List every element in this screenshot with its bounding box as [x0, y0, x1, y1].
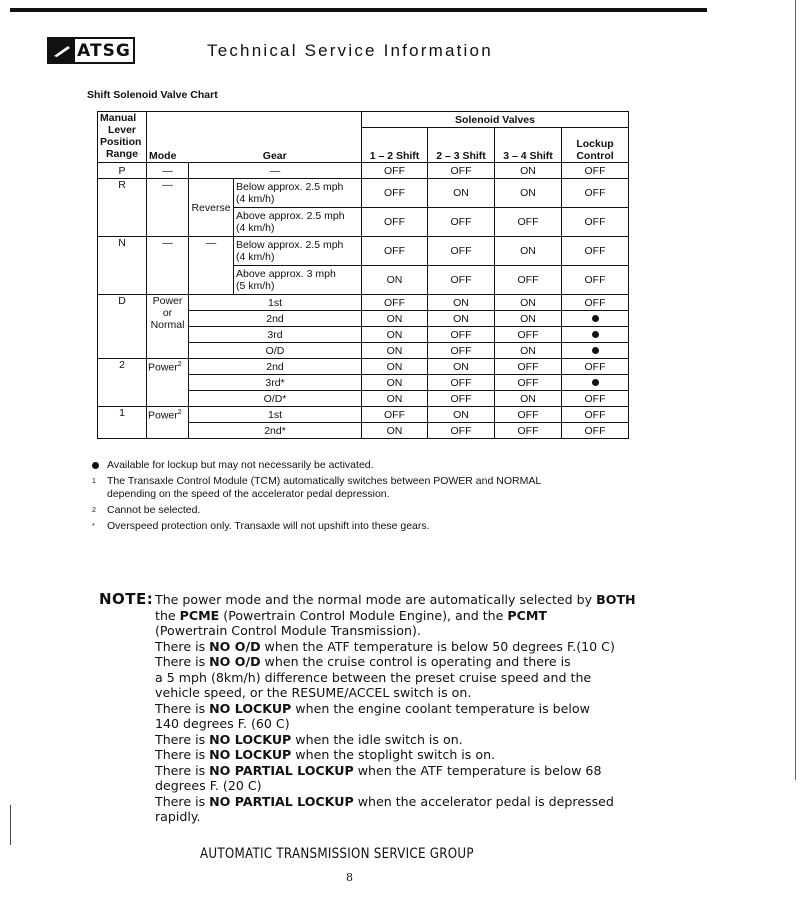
note-text: There is	[155, 654, 210, 669]
note-text: when the stoplight switch is on.	[291, 747, 496, 762]
cell-shift-3-4: ON	[495, 391, 562, 407]
page-number: 8	[346, 871, 353, 884]
note-line: rapidly.	[155, 809, 201, 824]
mode-line: or	[162, 307, 173, 319]
note-text: There is	[155, 700, 210, 716]
note-text: when the idle switch is on.	[291, 731, 463, 747]
note-line	[155, 747, 636, 763]
note-emphasis: NO PARTIAL LOCKUP	[209, 762, 354, 778]
footnote-text: Overspeed protection only. Transaxle will not upshift into these gears.	[107, 520, 430, 532]
mode-footnote-marker: 2	[177, 409, 182, 416]
footnote-marker: *	[92, 523, 95, 530]
header-range-line: Range	[105, 148, 139, 160]
logo-mark-icon	[49, 39, 75, 62]
cell-condition	[234, 208, 362, 237]
note-line: degrees F. (20 C)	[155, 778, 262, 793]
cell-mode: —	[147, 163, 189, 179]
cell-gear: 3rd*	[189, 375, 362, 391]
note-emphasis: NO LOCKUP	[209, 747, 292, 762]
cell-shift-3-4: ON	[495, 311, 562, 327]
note-emphasis: NO LOCKUP	[209, 700, 292, 716]
condition-line: Below approx. 2.5 mph	[236, 239, 344, 251]
cell-shift-2-3: ON	[428, 179, 495, 208]
note-body	[99, 592, 636, 825]
footnote-text: Cannot be selected.	[107, 504, 201, 516]
cell-lockup: OFF	[562, 163, 629, 179]
cell-mode	[147, 359, 189, 407]
cell-lockup	[562, 343, 629, 359]
lockup-available-dot-icon	[592, 347, 599, 354]
note-emphasis: NO O/D	[209, 638, 261, 654]
cell-lockup: OFF	[562, 266, 629, 295]
note-line: (Powertrain Control Module Transmission).	[155, 623, 421, 638]
cell-shift-1-2: OFF	[362, 407, 428, 423]
cell-shift-3-4: ON	[495, 343, 562, 359]
table-row	[98, 295, 629, 311]
note-line	[155, 654, 636, 670]
cell-shift-3-4: ON	[495, 163, 562, 179]
cell-shift-3-4: OFF	[495, 423, 562, 439]
cell-gear: 1st	[189, 295, 362, 311]
cell-shift-2-3: OFF	[428, 327, 495, 343]
header-shift-1-2: 1 – 2 Shift	[362, 128, 428, 163]
cell-gear: —	[189, 237, 234, 295]
note-emphasis: PCMT	[507, 607, 547, 623]
table-row	[98, 163, 629, 179]
note-line: a 5 mph (8km/h) difference between the preset cruise speed and the	[155, 669, 592, 685]
lockup-available-dot-icon	[592, 315, 599, 322]
header-range-line: Position	[100, 136, 142, 148]
note-line	[155, 701, 636, 717]
mode-footnote-marker: 2	[177, 361, 182, 368]
cell-shift-1-2: ON	[362, 327, 428, 343]
header-shift-3-4: 3 – 4 Shift	[495, 128, 562, 163]
note-line: 140 degrees F. (60 C)	[155, 716, 290, 731]
note-section	[99, 592, 636, 825]
cell-shift-3-4: OFF	[495, 407, 562, 423]
cell-shift-3-4: OFF	[495, 359, 562, 375]
condition-line: Above approx. 2.5 mph	[236, 210, 345, 222]
cell-gear-reverse: Reverse	[189, 179, 234, 237]
bullet-dot-icon	[92, 462, 99, 469]
cell-shift-2-3: OFF	[428, 423, 495, 439]
footnote-marker: 1	[92, 478, 96, 485]
cell-lockup: OFF	[562, 407, 629, 423]
condition-line: (4 km/h)	[236, 222, 275, 234]
cell-shift-1-2: OFF	[362, 208, 428, 237]
cell-shift-3-4: OFF	[495, 327, 562, 343]
note-text: There is	[155, 762, 210, 778]
note-text: The power mode and the normal mode are automatically selected by	[155, 592, 597, 607]
cell-lockup: OFF	[562, 179, 629, 208]
table-row	[98, 237, 629, 266]
table-row	[98, 179, 629, 208]
note-emphasis: NO O/D	[209, 654, 261, 669]
footnote-text: Available for lockup but may not necessarily be activated.	[107, 459, 374, 471]
note-text: when the engine coolant temperature is below	[291, 700, 590, 716]
note-text: the	[155, 607, 180, 623]
cell-gear: 2nd*	[189, 423, 362, 439]
cell-range: D	[98, 295, 147, 359]
cell-shift-2-3: OFF	[428, 208, 495, 237]
note-line	[155, 639, 636, 655]
cell-gear: 2nd	[189, 311, 362, 327]
header-range-line: Manual	[100, 112, 137, 124]
cell-shift-1-2: ON	[362, 423, 428, 439]
note-text: There is	[155, 638, 210, 654]
lockup-available-dot-icon	[592, 379, 599, 386]
footnote-text: depending on the speed of the accelerator pedal depression.	[107, 488, 390, 500]
cell-shift-3-4: OFF	[495, 208, 562, 237]
shift-solenoid-table	[97, 111, 629, 439]
cell-shift-3-4: OFF	[495, 375, 562, 391]
atsg-logo	[47, 37, 135, 64]
cell-shift-1-2: ON	[362, 311, 428, 327]
cell-shift-3-4: OFF	[495, 266, 562, 295]
cell-range: 2	[98, 359, 147, 407]
cell-lockup: OFF	[562, 295, 629, 311]
cell-condition	[234, 179, 362, 208]
top-rule	[10, 8, 707, 12]
note-line: vehicle speed, or the RESUME/ACCEL switch is on.	[155, 685, 472, 700]
cell-lockup: OFF	[562, 208, 629, 237]
condition-line: (5 km/h)	[236, 280, 275, 292]
condition-line: (4 km/h)	[236, 251, 275, 263]
cell-shift-1-2: ON	[362, 359, 428, 375]
cell-lockup: OFF	[562, 423, 629, 439]
cell-mode: —	[147, 179, 189, 237]
footnote-1	[92, 475, 541, 501]
note-text: (Powertrain Control Module Engine), and the	[219, 607, 508, 623]
condition-line: Below approx. 2.5 mph	[236, 181, 344, 193]
header-lockup-line: Lockup	[576, 138, 614, 150]
cell-shift-2-3: ON	[428, 295, 495, 311]
cell-range: P	[98, 163, 147, 179]
note-text: when the cruise control is operating and there is	[260, 654, 571, 669]
table-row	[98, 407, 629, 423]
cell-gear: —	[189, 163, 362, 179]
scan-edge-mark	[795, 0, 796, 780]
cell-shift-1-2: OFF	[362, 295, 428, 311]
mode-line: Normal	[150, 319, 185, 331]
cell-lockup: OFF	[562, 237, 629, 266]
cell-lockup	[562, 311, 629, 327]
chart-title: Shift Solenoid Valve Chart	[87, 89, 218, 101]
header-gear: Gear	[189, 112, 362, 163]
header-lockup	[562, 128, 629, 163]
scan-edge-mark	[10, 805, 11, 845]
table-row	[98, 359, 629, 375]
logo-text: ATSG	[77, 40, 131, 61]
page-header-title: Technical Service Information	[207, 41, 493, 60]
cell-gear: 3rd	[189, 327, 362, 343]
note-emphasis: NO LOCKUP	[209, 731, 292, 747]
cell-mode	[147, 407, 189, 439]
cell-shift-1-2: ON	[362, 375, 428, 391]
cell-shift-1-2: OFF	[362, 163, 428, 179]
cell-shift-3-4: ON	[495, 295, 562, 311]
cell-shift-3-4: ON	[495, 237, 562, 266]
header-range-line: Lever	[107, 124, 137, 136]
condition-line: Above approx. 3 mph	[236, 268, 336, 280]
header-shift-2-3: 2 – 3 Shift	[428, 128, 495, 163]
cell-gear: O/D	[189, 343, 362, 359]
cell-shift-2-3: OFF	[428, 375, 495, 391]
header-range	[98, 112, 147, 163]
cell-lockup	[562, 375, 629, 391]
note-emphasis: PCME	[179, 607, 220, 623]
cell-shift-2-3: OFF	[428, 237, 495, 266]
lockup-available-dot-icon	[592, 331, 599, 338]
cell-lockup: OFF	[562, 391, 629, 407]
note-line	[155, 608, 636, 624]
note-text: There is	[155, 747, 210, 762]
cell-shift-1-2: ON	[362, 266, 428, 295]
table-header-row	[98, 112, 629, 128]
mode-power: Power	[148, 409, 178, 422]
cell-shift-2-3: ON	[428, 407, 495, 423]
note-emphasis: BOTH	[596, 592, 636, 607]
cell-shift-1-2: OFF	[362, 179, 428, 208]
footnote-marker: 2	[92, 507, 96, 514]
footnotes	[92, 459, 541, 536]
note-line	[155, 732, 636, 748]
note-line	[155, 763, 636, 779]
footnote-star	[92, 520, 541, 533]
condition-line: (4 km/h)	[236, 193, 275, 205]
header-lockup-line: Control	[576, 150, 614, 162]
cell-condition	[234, 266, 362, 295]
footnote-2	[92, 504, 541, 517]
note-text: There is	[155, 793, 210, 809]
cell-range: N	[98, 237, 147, 295]
cell-shift-2-3: OFF	[428, 391, 495, 407]
cell-condition	[234, 237, 362, 266]
note-text: when the accelerator pedal is depressed	[353, 793, 614, 809]
footnote-text: The Transaxle Control Module (TCM) automatically switches between POWER and NORMAL	[107, 475, 542, 487]
cell-lockup	[562, 327, 629, 343]
cell-shift-3-4: ON	[495, 179, 562, 208]
header-solenoid-valves: Solenoid Valves	[362, 112, 629, 128]
note-text: when the ATF temperature is below 68	[353, 762, 602, 778]
cell-lockup: OFF	[562, 359, 629, 375]
cell-shift-1-2: OFF	[362, 237, 428, 266]
note-label: NOTE:	[99, 590, 154, 608]
mode-line: Power	[152, 295, 183, 307]
note-text: when the ATF temperature is below 50 degrees F.(10 C)	[260, 638, 615, 654]
cell-shift-1-2: ON	[362, 343, 428, 359]
footnote-dot	[92, 459, 541, 472]
cell-range: R	[98, 179, 147, 237]
cell-mode	[147, 295, 189, 359]
cell-shift-2-3: OFF	[428, 266, 495, 295]
cell-shift-2-3: ON	[428, 359, 495, 375]
cell-shift-2-3: ON	[428, 311, 495, 327]
cell-gear: O/D*	[189, 391, 362, 407]
cell-shift-1-2: ON	[362, 391, 428, 407]
footer-organization: AUTOMATIC TRANSMISSION SERVICE GROUP	[200, 846, 474, 862]
cell-shift-2-3: OFF	[428, 163, 495, 179]
header-mode: Mode	[147, 112, 189, 163]
note-line	[155, 592, 636, 608]
cell-gear: 1st	[189, 407, 362, 423]
note-line	[155, 794, 636, 810]
cell-shift-2-3: OFF	[428, 343, 495, 359]
note-emphasis: NO PARTIAL LOCKUP	[209, 793, 354, 809]
cell-range: 1	[98, 407, 147, 439]
cell-gear: 2nd	[189, 359, 362, 375]
mode-power: Power	[148, 361, 178, 374]
cell-mode: —	[147, 237, 189, 295]
note-text: There is	[155, 731, 210, 747]
